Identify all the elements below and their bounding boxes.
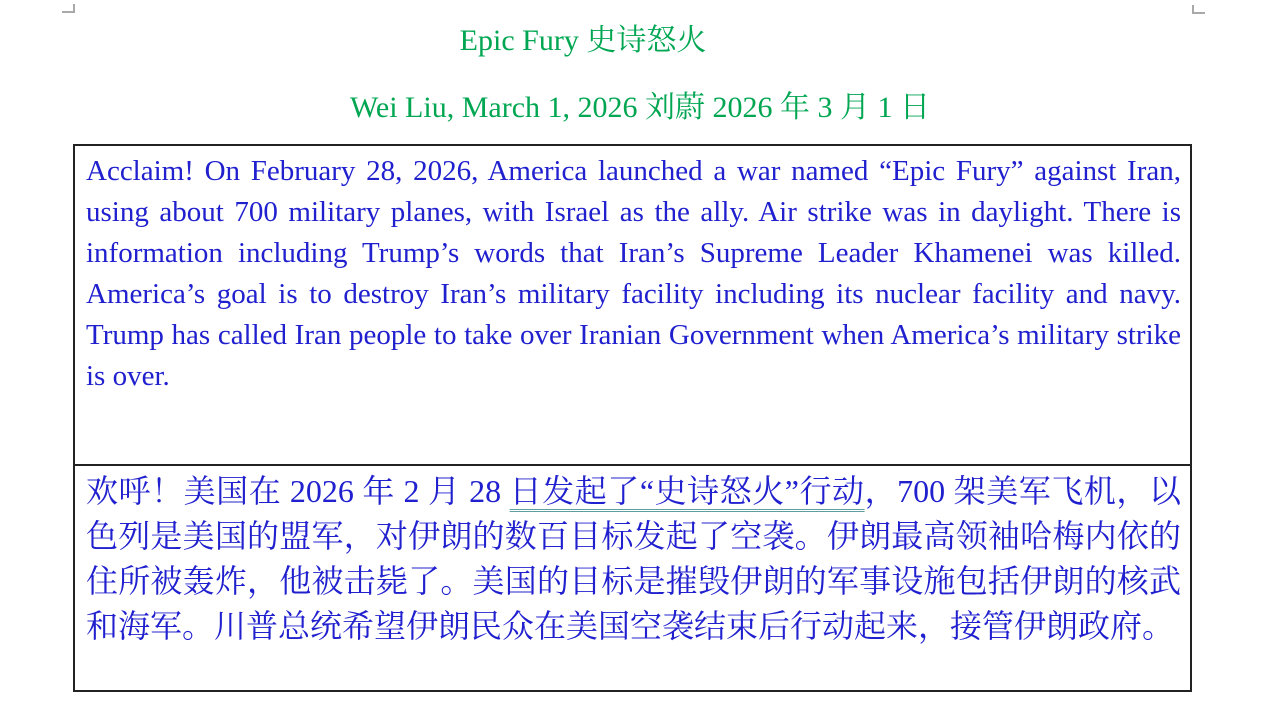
document-byline: Wei Liu, March 1, 2026 刘蔚 2026 年 3 月 1 日 — [349, 91, 931, 124]
chinese-text-before: 欢呼！美国在 2026 年 2 月 28 — [86, 473, 510, 509]
margin-crop-mark-right-icon — [1192, 5, 1205, 14]
english-paragraph: Acclaim! On February 28, 2026, America launched a war named “Epic Fury” against Iran, using about 700 military planes, with Israel as the ally. Air strike was in daylight. There is information including Trump’s words that Iran’s Supreme Leader Khamenei was killed. America’s goal is to destroy Iran’s military facility including its nuclear facility and navy. Trump has called Iran people to take over Iranian Government when America’s military strike is over. — [86, 155, 1181, 392]
content-table — [73, 144, 1192, 692]
document-title: Epic Fury 史诗怒火 — [459, 24, 707, 57]
chinese-text-after: ，700 架美军飞机，以色列是美国的盟军，对伊朗的数百目标发起了空袭。伊朗最高领袖哈梅内依的住所被轰炸，他被击毙了。美国的目标是摧毁伊朗的军事设施包括伊朗的核武和海军。川普总统希望伊朗民众在美国空袭结束后行动起来，接管伊朗政府。 — [86, 473, 1181, 644]
english-paragraph-cell — [75, 146, 1190, 466]
chinese-text-grammar-underlined: 日发起了“史诗怒火”行动 — [509, 473, 865, 509]
margin-crop-mark-left-icon — [62, 4, 75, 13]
chinese-paragraph-cell — [75, 466, 1190, 690]
